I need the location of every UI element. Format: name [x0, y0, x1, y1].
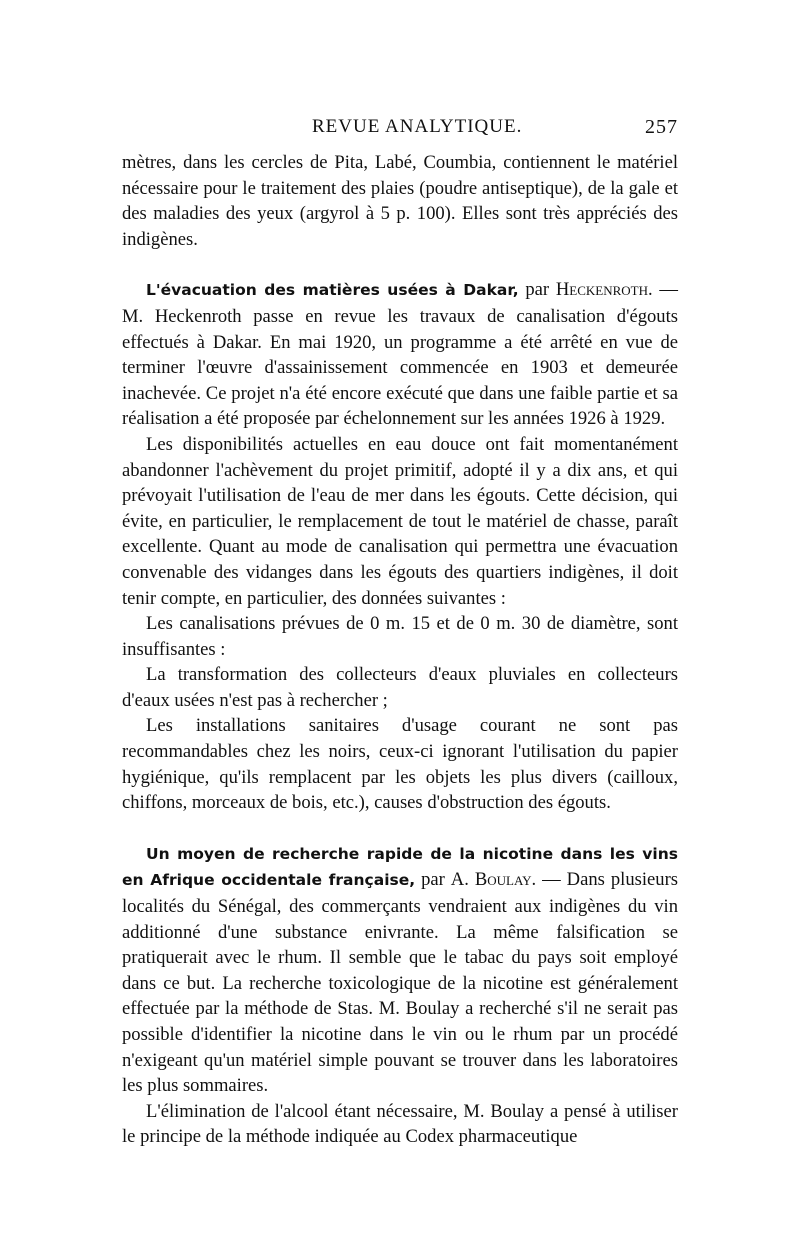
article-2-paragraph: L'élimination de l'alcool étant nécessaire, M. Boulay a pensé à utiliser le principe de la méthode indiquée au Codex pharmaceutique	[122, 1100, 678, 1148]
page-number: 257	[645, 116, 678, 138]
article-1-paragraph: Les canalisations prévues de 0 m. 15 et de 0 m. 30 de diamètre, sont insuffisantes :	[122, 613, 678, 660]
article-1-paragraph: Les disponibilités actuelles en eau douce ont fait momentanément abandonner l'achèvement du projet primitif, adopté il y a dix ans, et qui prévoyait l'utilisation de l'eau de mer dans les égouts. Cette décision, qui évite, en particulier, le remplacement de tout le matériel de chasse, paraît excellente. Quant au mode de canalisation qui permettra une évacuation convenable des vidanges dans les égouts des quartiers indigènes, il doit tenir compte, en particulier, des données suivantes :	[122, 433, 678, 609]
continuation-paragraph: mètres, dans les cercles de Pita, Labé, Coumbia, contiennent le matériel nécessaire pour le traitement des plaies (poudre antiseptique), de la gale et des maladies des yeux (argyrol à 5 p. 100). Elles sont très appréciés des indigènes.	[122, 152, 678, 250]
article-1-heading: L'évacuation des matières usées à Dakar,	[146, 281, 519, 300]
article-2-author: A. Boulay.	[450, 869, 537, 891]
article-2	[122, 841, 678, 1099]
article-1-paragraph: La transformation des collecteurs d'eaux pluviales en collecteurs d'eaux usées n'est pas à rechercher ;	[122, 664, 678, 711]
article-1-by: par	[525, 279, 550, 301]
article-1-paragraph: Les installations sanitaires d'usage courant ne sont pas recommandables chez les noirs, ceux-ci ignorant l'utilisation du papier hygiénique, qu'ils remplacent par les objets les plus divers (cailloux, chiffons, morceaux de bois, etc.), causes d'obstruction des égouts.	[122, 715, 678, 814]
article-2-heading: Un moyen de recherche rapide de la nicotine dans les vins en Afrique occidentale française,	[122, 844, 678, 890]
article-1	[122, 277, 678, 432]
article-1-author: Heckenroth.	[555, 279, 653, 301]
article-2-intro: — Dans plusieurs localités du Sénégal, des commerçants vendraient aux indigènes du vin additionné d'une substance enivrante. La même falsification se pratiquerait avec le rhum. Il semble que le tabac du pays soit employé dans ce but. La recherche toxicologique de la nicotine est généralement effectuée par la méthode de Stas. M. Boulay a recherché s'il ne serait pas possible d'identifier la nicotine dans le vin ou le rhum par un procédé n'exigeant qu'un matériel simple pouvant se trouver dans les laboratoires les plus sommaires.	[122, 869, 678, 1097]
article-1-intro: — M. Heckenroth passe en revue les travaux de canalisation d'égouts effectués à Dakar. En mai 1920, un programme a été arrêté en vue de terminer l'œuvre d'assainissement commencée en 1903 et demeurée inachevée. Ce projet n'a été encore exécuté que dans une faible partie et sa réalisation a été proposée par échelonnement sur les années 1926 à 1929.	[122, 279, 678, 430]
body-text	[122, 150, 678, 1150]
running-head	[122, 116, 678, 146]
article-2-by: par	[421, 869, 445, 891]
running-title: REVUE ANALYTIQUE.	[312, 116, 523, 137]
